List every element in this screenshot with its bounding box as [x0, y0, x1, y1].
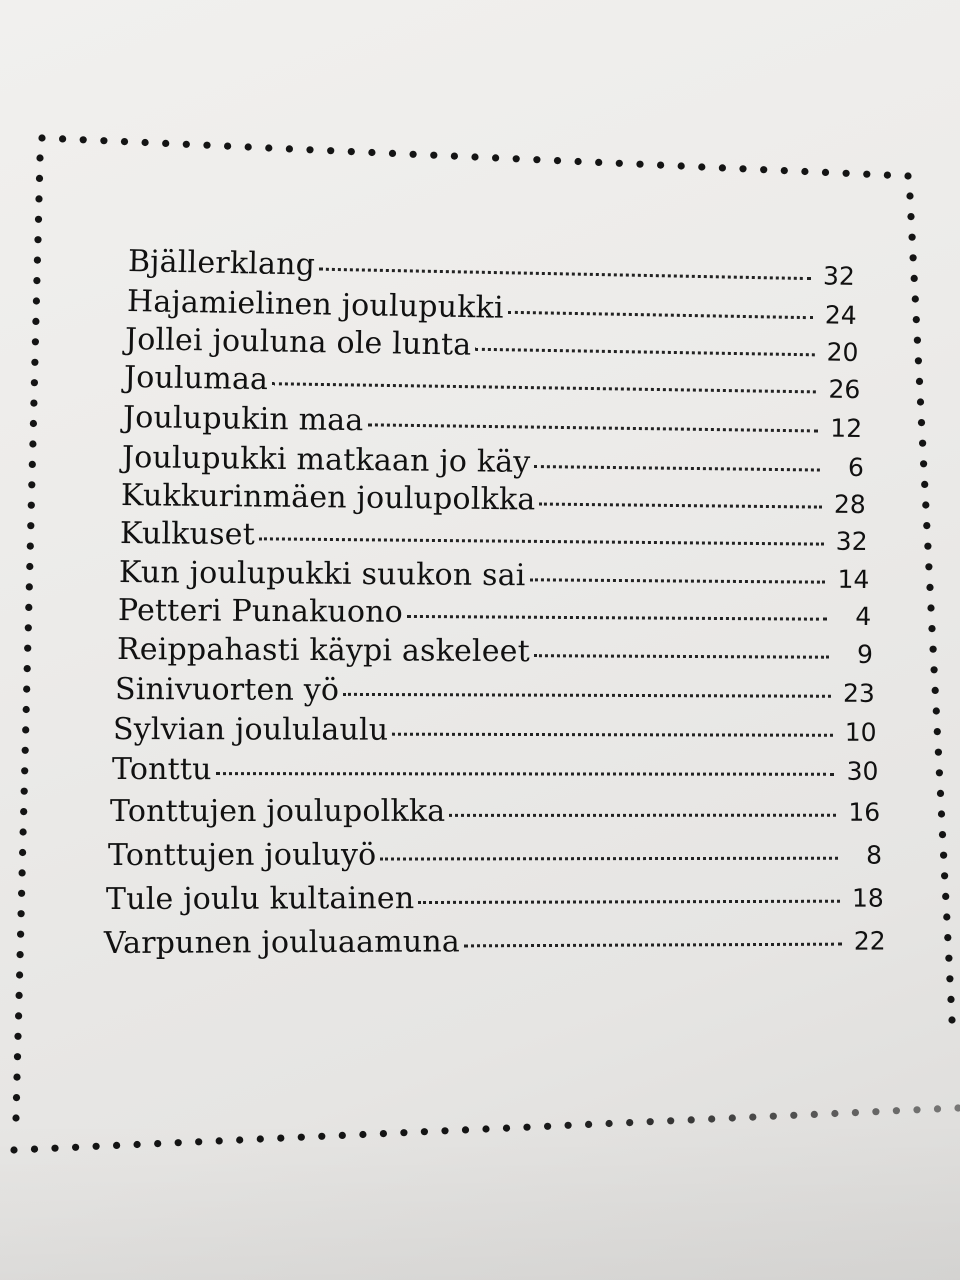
toc-title: Kulkuset: [119, 516, 256, 553]
toc-entry: [106, 880, 884, 917]
dot-leader: [392, 733, 832, 737]
toc-page-number: 10: [844, 717, 877, 747]
toc-page-number: 26: [828, 374, 861, 405]
toc-entry: [110, 794, 880, 829]
toc-page-number: 18: [851, 883, 884, 913]
dot-leader: [367, 423, 818, 432]
dot-leader: [534, 465, 820, 471]
dot-leader: [534, 654, 829, 659]
dot-leader: [216, 772, 835, 776]
toc-page-number: 24: [824, 300, 857, 330]
toc-page-number: 16: [848, 797, 881, 827]
toc-entry: [108, 837, 882, 873]
toc-page-number: 4: [855, 601, 872, 631]
toc-entry: [113, 712, 877, 749]
toc-title: Tonttujen jouluyö: [107, 837, 377, 873]
toc-page-number: 32: [822, 261, 856, 291]
dot-leader: [464, 943, 842, 948]
toc-entry: [119, 555, 870, 596]
dot-leader: [272, 382, 816, 393]
toc-entry: [112, 752, 878, 788]
toc-entry: [122, 440, 864, 484]
toc-title: Jollei jouluna ole lunta: [124, 322, 472, 363]
toc-title: Tonttujen joulupolkka: [109, 793, 446, 829]
toc-entry: [121, 478, 866, 521]
toc-entry: [123, 400, 863, 445]
toc-page-number: 23: [842, 678, 875, 708]
dot-leader: [319, 268, 811, 280]
toc-title: Tonttu: [111, 752, 212, 788]
toc-page-number: 22: [853, 926, 886, 956]
dot-leader: [449, 814, 836, 817]
toc-entry: [115, 672, 875, 710]
toc-title: Joulupukin maa: [122, 400, 364, 439]
toc-title: Bjällerklang: [127, 244, 316, 283]
toc-title: Tule joulu kultainen: [105, 881, 415, 917]
toc-entry: [117, 632, 873, 671]
toc-entry: [118, 593, 871, 633]
toc-title: Sinivuorten yö: [114, 672, 340, 708]
dot-leader: [259, 537, 824, 545]
dot-leader: [380, 857, 838, 861]
toc-title: Joulumaa: [123, 360, 269, 398]
toc-page-number: 32: [835, 526, 868, 557]
toc-page-number: 14: [837, 564, 870, 595]
dot-leader: [539, 503, 821, 509]
dot-leader: [508, 311, 813, 319]
toc-title: Kukkurinmäen joulupolkka: [120, 478, 536, 518]
dot-leader: [407, 615, 827, 621]
toc-title: Hajamielinen joulupukki: [126, 284, 505, 326]
toc-page-number: 9: [857, 639, 874, 669]
dot-leader: [530, 578, 826, 583]
toc-title: Reippahasti käypi askeleet: [116, 632, 531, 670]
toc-entry: [104, 922, 886, 961]
toc-title: Petteri Punakuono: [117, 593, 404, 630]
toc-title: Varpunen jouluaamuna: [103, 924, 461, 961]
dot-leader: [343, 693, 831, 698]
toc-page-number: 28: [833, 489, 866, 520]
toc-page-number: 12: [830, 413, 863, 444]
toc-title: Joulupukki matkaan jo käy: [121, 440, 531, 480]
toc-page-number: 8: [866, 840, 883, 870]
toc-title: Sylvian joululaulu: [112, 712, 389, 748]
toc-page-number: 6: [847, 452, 865, 483]
toc-page-number: 20: [826, 337, 859, 368]
dot-leader: [418, 900, 839, 904]
toc-entry: [120, 516, 868, 558]
toc-page-number: 30: [846, 756, 879, 786]
toc-title: Kun joulupukki suukon sai: [118, 555, 526, 594]
dot-leader: [475, 348, 814, 357]
